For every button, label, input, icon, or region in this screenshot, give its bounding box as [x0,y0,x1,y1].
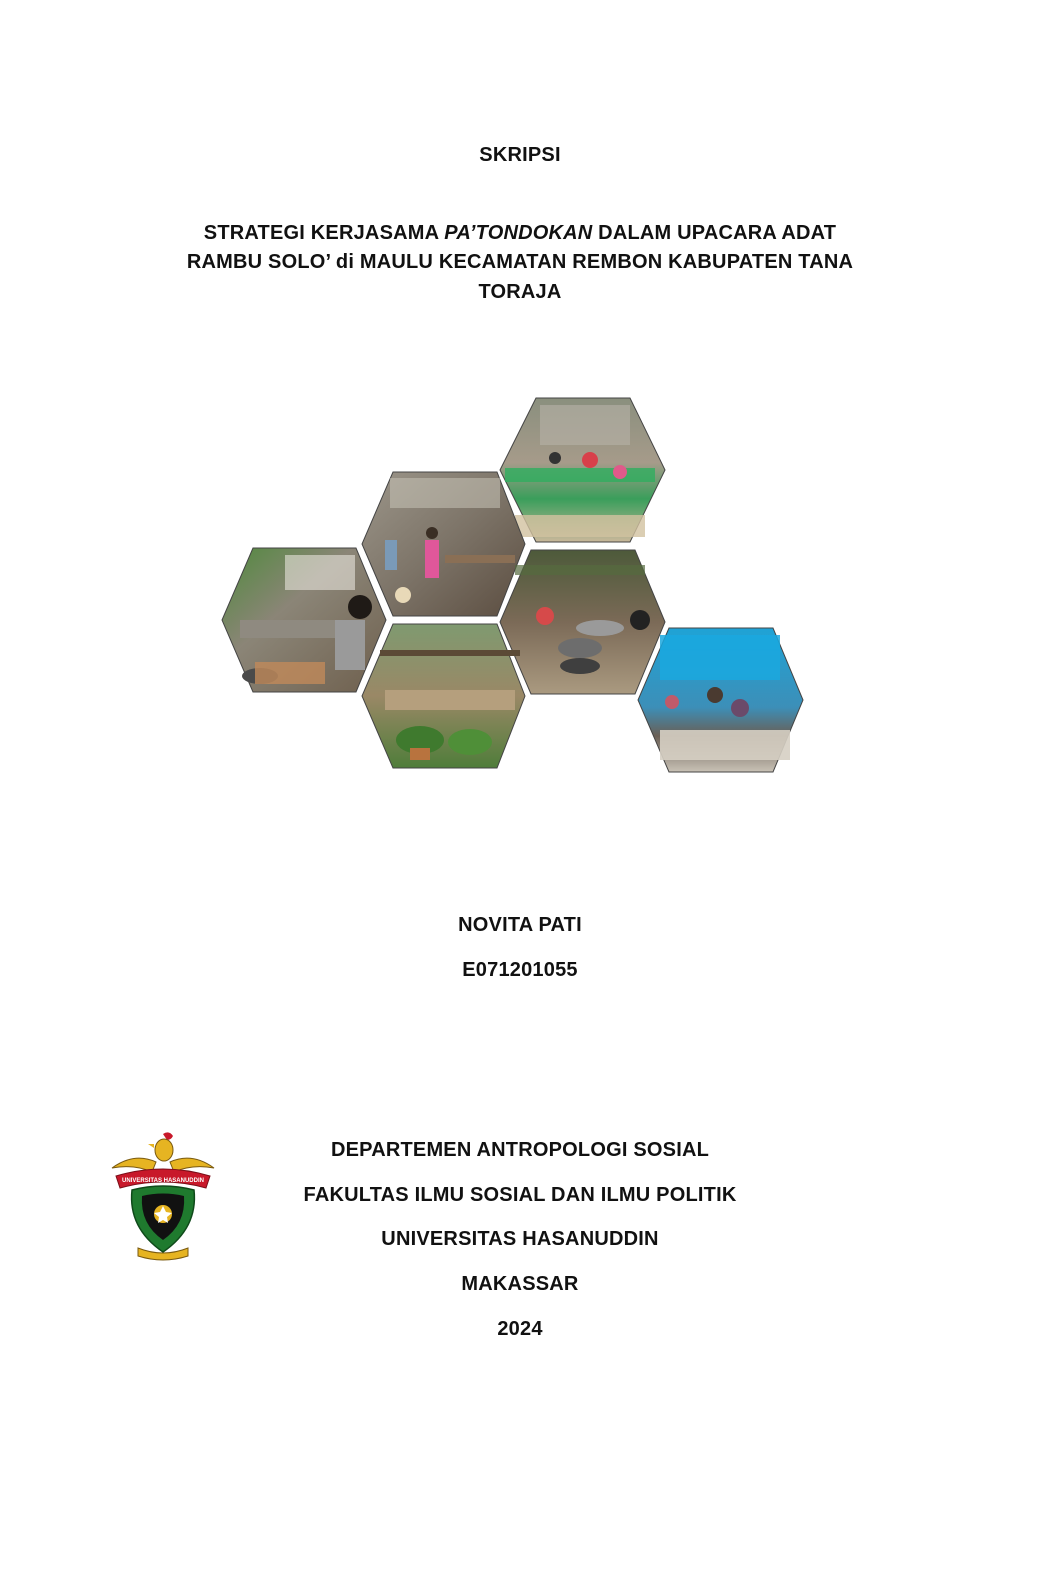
department-name: DEPARTEMEN ANTROPOLOGI SOSIAL [330,1139,710,1161]
city-name: MAKASSAR [461,1273,579,1295]
student-id: E071201055 [462,959,578,981]
document-type-label: SKRIPSI [479,144,561,166]
title-line-2: RAMBU SOLO’ di MAULU KECAMATAN REMBON KABUPATEN TANA [186,251,854,273]
photo-gathering-blue-tarp [638,628,803,772]
title-italic-term: PA’TONDOKAN [444,222,593,244]
title-prefix: STRATEGI KERJASAMA [203,222,445,244]
logo-ribbon-text: UNIVERSITAS HASANUDDIN [122,1178,204,1184]
photo-bamboo-hut-plants [362,624,525,768]
photo-people-under-shelter [362,472,525,616]
photo-cooking-pots [500,550,665,694]
photo-cooking-with-firewood [222,548,386,692]
university-name: UNIVERSITAS HASANUDDIN [381,1228,659,1250]
author-name: NOVITA PATI [458,914,582,936]
photo-food-preparation-on-mats [500,398,665,542]
title-line-3: TORAJA [478,281,562,303]
year: 2024 [497,1318,543,1340]
title-suffix: DALAM UPACARA ADAT [592,222,837,244]
faculty-name: FAKULTAS ILMU SOSIAL DAN ILMU POLITIK [303,1184,737,1206]
